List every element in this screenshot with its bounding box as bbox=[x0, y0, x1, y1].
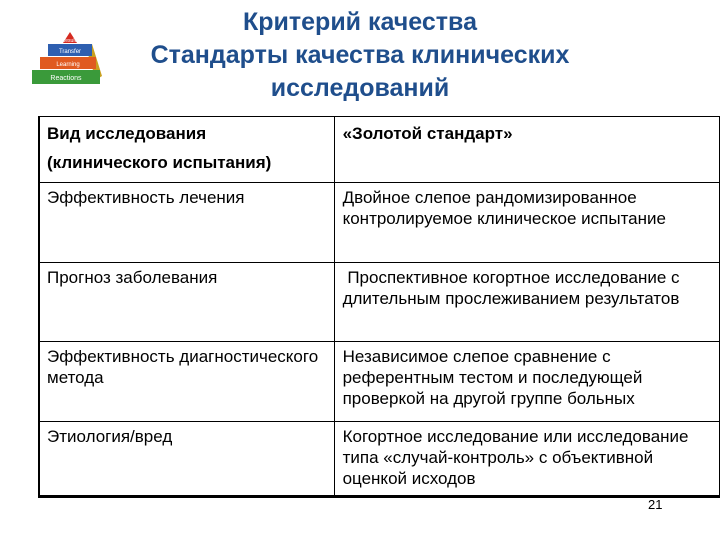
title-line-2: Стандарты качества клинических bbox=[150, 41, 570, 69]
table-row bbox=[39, 422, 720, 498]
pyramid-icon bbox=[30, 30, 110, 92]
cell-study-type: Эффективность диагностического метода bbox=[39, 342, 335, 422]
title-line-3: исследований bbox=[270, 74, 450, 102]
pyramid-logo bbox=[30, 30, 110, 92]
pyramid-label-learning: Learning bbox=[56, 62, 80, 68]
page-title bbox=[120, 6, 600, 105]
cell-gold-standard: Когортное исследование или исследование типа «случай-контроль» с объективной оценкой исходов bbox=[334, 422, 719, 498]
page-number: 21 bbox=[648, 497, 663, 512]
table-row bbox=[39, 263, 720, 342]
table-bottom-border bbox=[38, 495, 720, 497]
cell-gold-standard: Независимое слепое сравнение с референтным тестом и последующей проверкой на другой группе больных bbox=[334, 342, 719, 422]
pyramid-label-reactions: Reactions bbox=[50, 75, 82, 82]
cell-gold-standard: Двойное слепое рандомизированное контролируемое клиническое испытание bbox=[334, 183, 719, 263]
header-cell-gold-standard: «Золотой стандарт» bbox=[334, 117, 719, 183]
title-line-1: Критерий качества bbox=[243, 8, 477, 36]
table-row bbox=[39, 342, 720, 422]
table-header-row bbox=[39, 117, 720, 183]
cell-study-type: Этиология/вред bbox=[39, 422, 335, 498]
standards-table bbox=[38, 116, 720, 498]
pyramid-label-results: Results bbox=[61, 38, 79, 44]
cell-gold-standard: Проспективное когортное исследование с длительным прослеживанием результатов bbox=[334, 263, 719, 342]
cell-study-type: Эффективность лечения bbox=[39, 183, 335, 263]
cell-study-type: Прогноз заболевания bbox=[39, 263, 335, 342]
table-row bbox=[39, 183, 720, 263]
pyramid-label-transfer: Transfer bbox=[58, 49, 82, 55]
header-cell-study-type: Вид исследования (клинического испытания) bbox=[39, 117, 335, 183]
table-left-border bbox=[38, 116, 40, 497]
